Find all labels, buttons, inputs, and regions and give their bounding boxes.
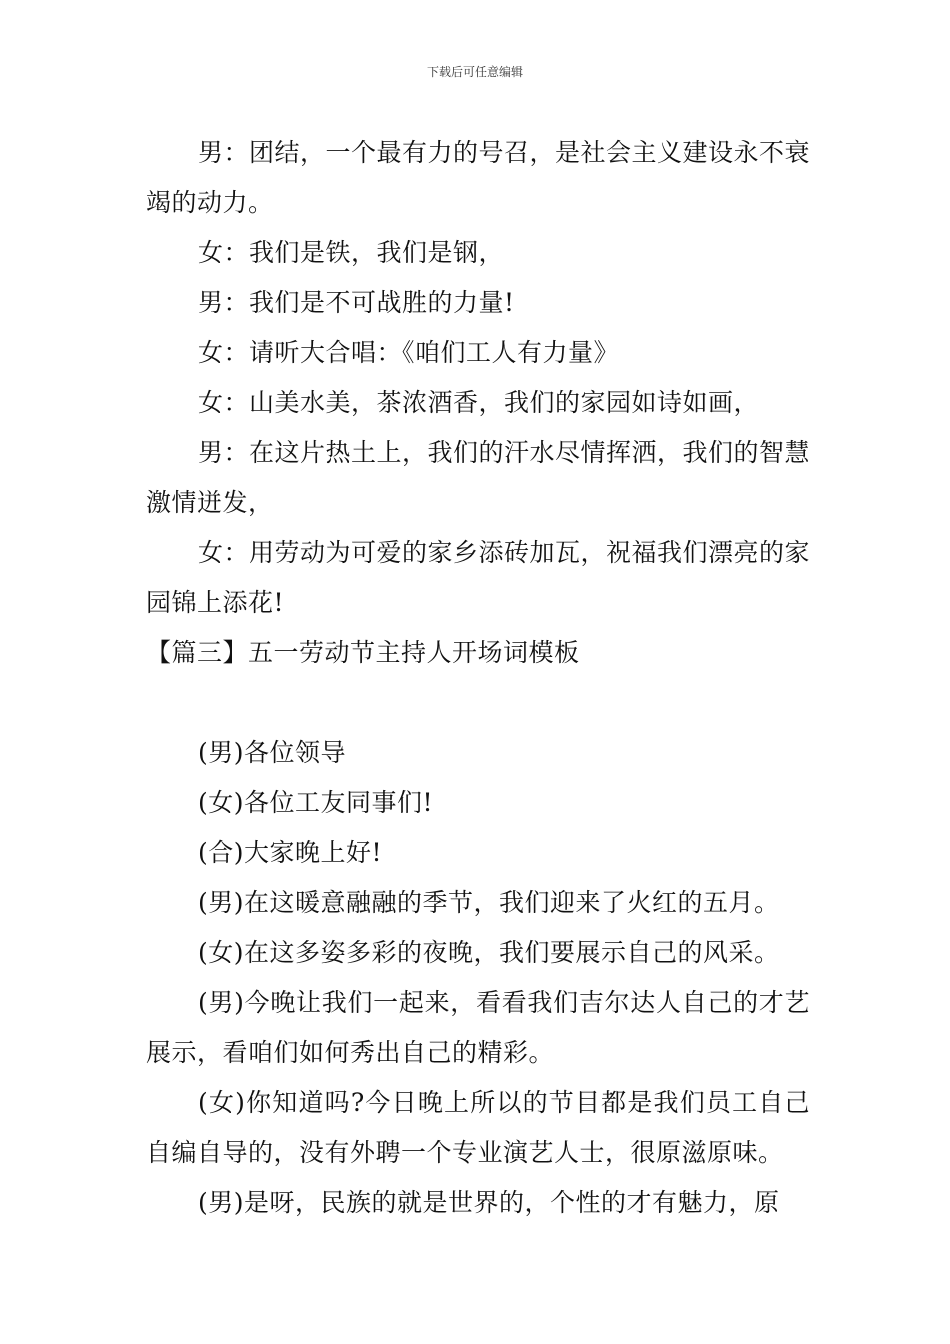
- script-line-2: (女)各位工友同事们!: [198, 788, 434, 817]
- page-header: 下载后可任意编辑: [426, 65, 523, 79]
- script-line-7: (女)你知道吗?今日晚上所以的节目都是我们员工自己自编自导的，没有外聘一个专业演艺人士，很原滋原味。: [146, 1088, 810, 1167]
- script-line-4: (男)在这暖意融融的季节，我们迎来了火红的五月。: [198, 888, 780, 917]
- paragraph-4: 女：请听大合唱：《咱们工人有力量》: [198, 338, 620, 367]
- script-line-3: (合)大家晚上好!: [198, 838, 383, 867]
- script-line-1: (男)各位领导: [198, 738, 347, 767]
- paragraph-1: 男：团结，一个最有力的号召，是社会主义建设永不衰竭的动力。: [146, 138, 811, 217]
- document-body: [146, 128, 810, 1228]
- section-title: 【篇三】五一劳动节主持人开场词模板: [146, 638, 580, 667]
- paragraph-2: 女：我们是铁，我们是钢，: [198, 238, 505, 267]
- paragraph-5: 女：山美水美，茶浓酒香，我们的家园如诗如画，: [198, 388, 760, 417]
- script-line-8: (男)是呀，民族的就是世界的，个性的才有魅力，原: [198, 1188, 780, 1217]
- script-line-5: (女)在这多姿多彩的夜晚，我们要展示自己的风采。: [198, 938, 780, 967]
- paragraph-3: 男：我们是不可战胜的力量!: [198, 288, 515, 317]
- spacer: [146, 678, 810, 728]
- paragraph-7: 女：用劳动为可爱的家乡添砖加瓦，祝福我们漂亮的家园锦上添花!: [146, 538, 811, 617]
- paragraph-6: 男：在这片热土上，我们的汗水尽情挥洒，我们的智慧激情迸发，: [146, 438, 811, 517]
- script-line-6: (男)今晚让我们一起来，看看我们吉尔达人自己的才艺展示，看咱们如何秀出自己的精彩。: [146, 988, 810, 1067]
